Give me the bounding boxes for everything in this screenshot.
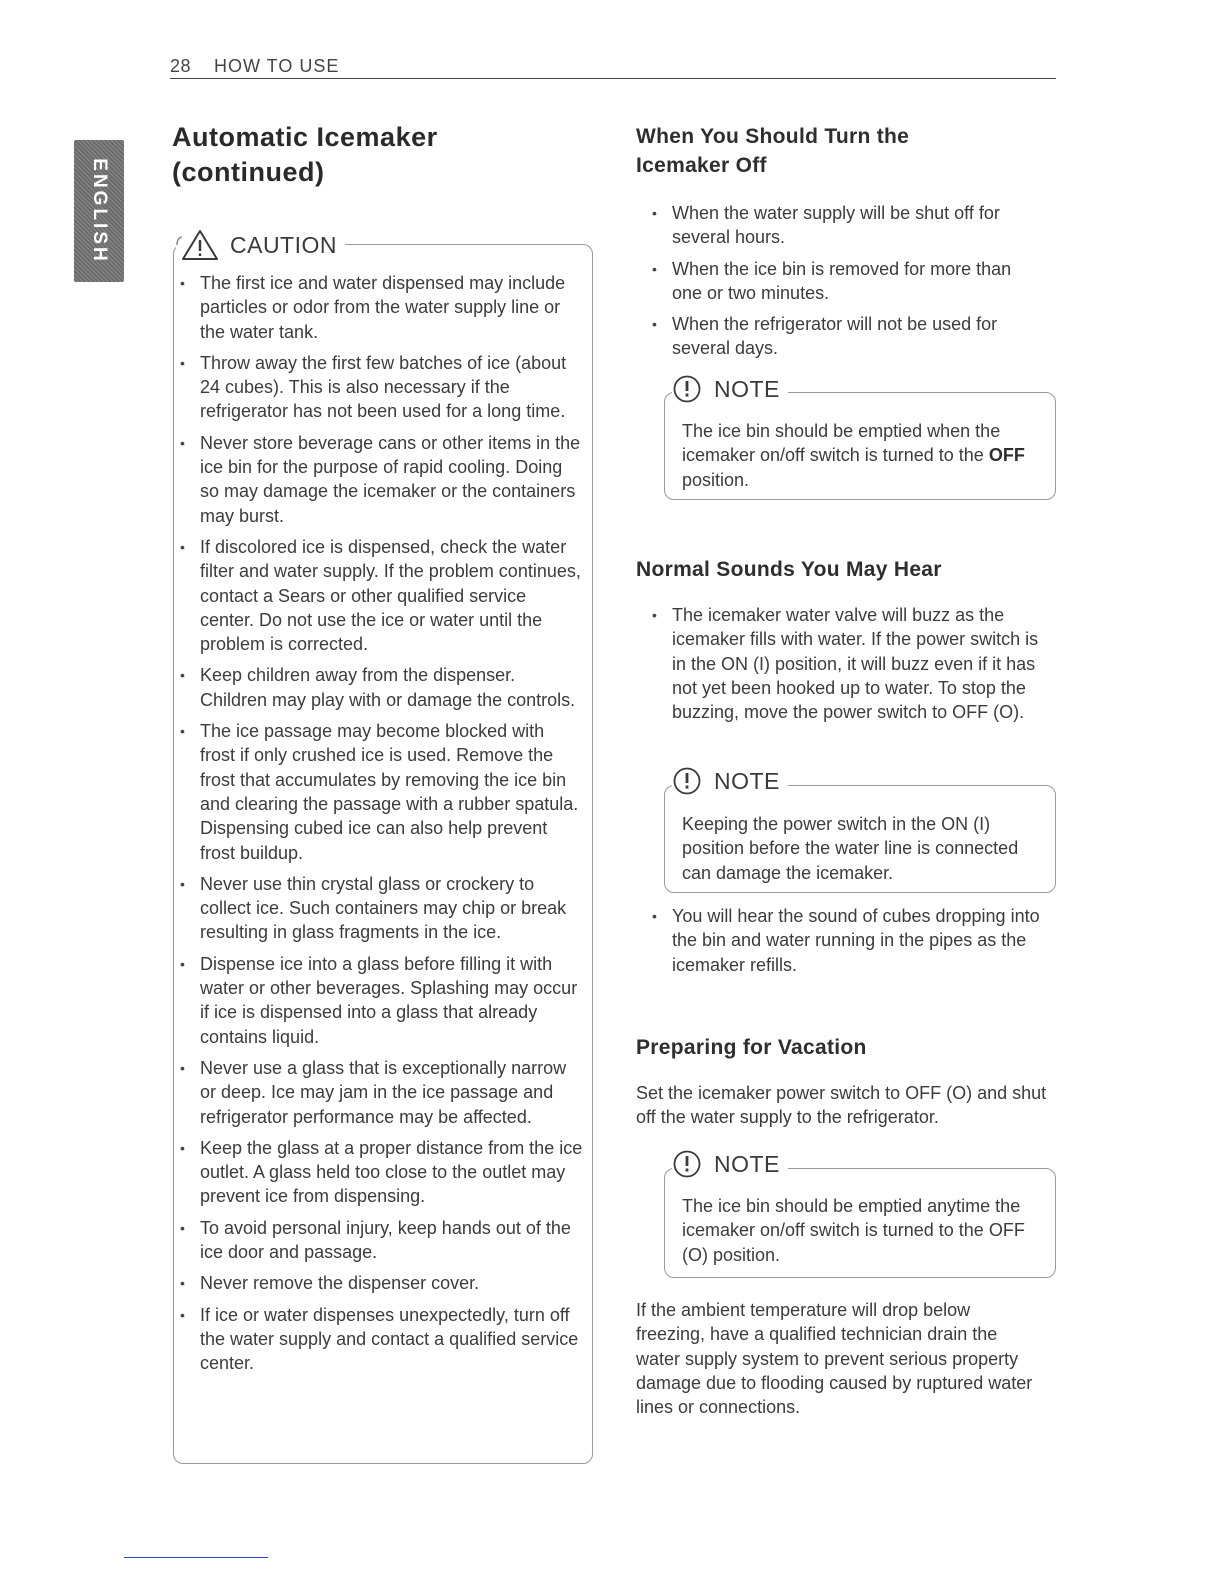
- sounds-heading: Normal Sounds You May Hear: [636, 558, 942, 581]
- warning-icon: [176, 228, 220, 262]
- list-item: • When the refrigerator will not be used for several days.: [644, 312, 1044, 361]
- vacation-text: Set the icemaker power switch to OFF (O) and shut off the water supply to the refrigerator.: [636, 1083, 1047, 1128]
- note-label: NOTE: [714, 1150, 780, 1177]
- note-label: NOTE: [714, 375, 780, 402]
- sounds-list-2: [644, 904, 1044, 984]
- sounds-list-1: [644, 603, 1044, 731]
- vacation-heading: Preparing for Vacation: [636, 1036, 867, 1059]
- list-item: • Never remove the dispenser cover.: [172, 1271, 584, 1295]
- note-text: [682, 419, 1052, 492]
- note-header: [672, 1149, 788, 1179]
- info-icon: [672, 1149, 702, 1179]
- page-title: Automatic Icemaker (continued): [172, 122, 438, 187]
- list-item: • Never store beverage cans or other items in the ice bin for the purpose of rapid cooling. Doing so may damage the icemaker or the containers may burst.: [172, 431, 584, 528]
- caution-header: [176, 228, 345, 262]
- list-item: • To avoid personal injury, keep hands out of the ice door and passage.: [172, 1216, 584, 1265]
- page-number: 28: [170, 56, 192, 76]
- turn-off-list: [644, 201, 1044, 368]
- caution-list: [172, 271, 584, 1382]
- note-header: [672, 374, 788, 404]
- language-tab-label: ENGLISH: [89, 158, 110, 264]
- note-text: The ice bin should be emptied anytime the icemaker on/off switch is turned to the OFF (O) position.: [682, 1196, 1025, 1265]
- list-item: • You will hear the sound of cubes dropping into the bin and water running in the pipes as the icemaker refills.: [644, 904, 1044, 977]
- footer-line: [124, 1557, 268, 1558]
- list-item: • When the ice bin is removed for more than one or two minutes.: [644, 257, 1044, 306]
- list-item: • Throw away the first few batches of ice (about 24 cubes). This is also necessary if the refrigerator has not been used for a long time.: [172, 351, 584, 424]
- note-text: Keeping the power switch in the ON (I) position before the water line is connected can damage the icemaker.: [682, 814, 1019, 883]
- list-item: • The ice passage may become blocked with frost if only crushed ice is used. Remove the frost that accumulates by removing the ice bin and clearing the passage with a rubber spatula. Dispensing cubed ice can also help prevent frost buildup.: [172, 719, 584, 865]
- list-item: • Dispense ice into a glass before filling it with water or other beverages. Splashing may occur if ice is dispensed into a glass that already contains liquid.: [172, 952, 584, 1049]
- turn-off-heading: When You Should Turn the Icemaker Off: [636, 125, 910, 177]
- list-item: • The icemaker water valve will buzz as the icemaker fills with water. If the power switch is in the ON (I) position, it will buzz even if it has not yet been hooked up to water. To stop the buzzing, move the power switch to OFF (O).: [644, 603, 1044, 724]
- vacation-warning-text: If the ambient temperature will drop below freezing, have a qualified technician drain the water supply system to prevent serious property damage due to flooding caused by ruptured water lines or connections.: [636, 1300, 1033, 1418]
- list-item: • Keep children away from the dispenser. Children may play with or damage the controls.: [172, 663, 584, 712]
- list-item: • If discolored ice is dispensed, check the water filter and water supply. If the problem continues, contact a Sears or other qualified service center. Do not use the ice or water until the problem is corrected.: [172, 535, 584, 656]
- language-tab: [74, 140, 124, 282]
- note-text-bold: OFF: [988, 445, 1025, 466]
- section-name: HOW TO USE: [214, 56, 340, 76]
- note-text-part: The ice bin should be emptied when the icemaker on/off switch is turned to the: [682, 421, 1001, 466]
- info-icon: [672, 374, 702, 404]
- list-item: • Keep the glass at a proper distance from the ice outlet. A glass held too close to the outlet may prevent ice from dispensing.: [172, 1136, 584, 1209]
- note-label: NOTE: [714, 767, 780, 794]
- list-item: • Never use thin crystal glass or crockery to collect ice. Such containers may chip or break resulting in glass fragments in the ice.: [172, 872, 584, 945]
- list-item: • When the water supply will be shut off for several hours.: [644, 201, 1044, 250]
- caution-label: CAUTION: [230, 231, 337, 258]
- list-item: • Never use a glass that is exceptionally narrow or deep. Ice may jam in the ice passage and refrigerator performance may be affected.: [172, 1056, 584, 1129]
- page-header: [170, 52, 1056, 79]
- note-text-part: position.: [682, 469, 750, 490]
- list-item: • The first ice and water dispensed may include particles or odor from the water supply line or the water tank.: [172, 271, 584, 344]
- info-icon: [672, 766, 702, 796]
- note-header: [672, 766, 788, 796]
- list-item: • If ice or water dispenses unexpectedly, turn off the water supply and contact a qualified service center.: [172, 1303, 584, 1376]
